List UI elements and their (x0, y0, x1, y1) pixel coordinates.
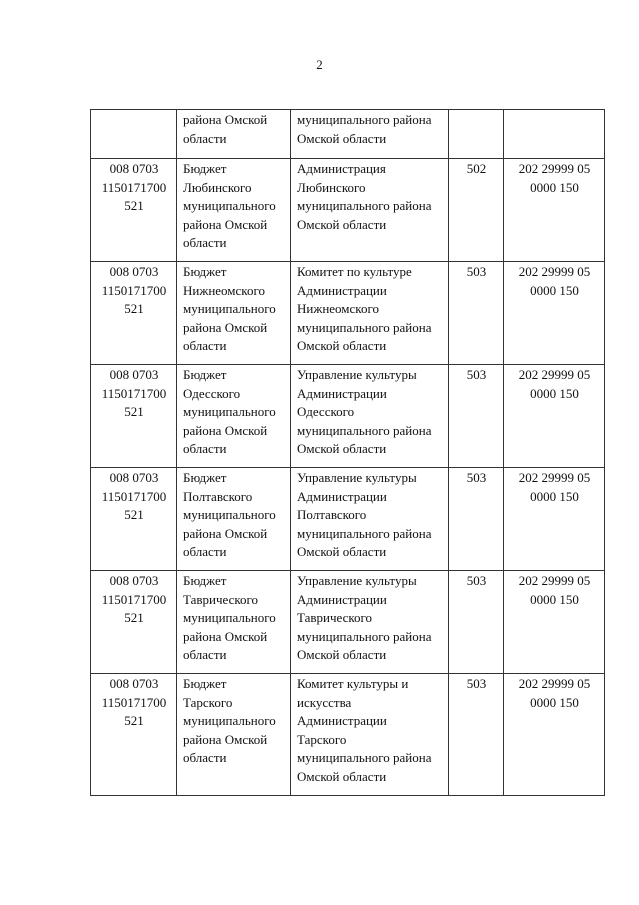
budget-line: Бюджет (183, 470, 227, 485)
cell-grbs (449, 468, 504, 571)
budget-line: области (183, 441, 227, 456)
admin-line: муниципального района (297, 750, 432, 765)
table-row (91, 674, 605, 796)
grbs-value: 503 (466, 573, 487, 588)
admin-line: Нижнеомского (297, 301, 379, 316)
code-line: 521 (124, 507, 144, 522)
budget-line: района Омской (183, 628, 268, 644)
kbk-line: 0000 150 (530, 385, 579, 401)
budget-line: Тарского (183, 694, 233, 710)
kbk-line: 0000 150 (530, 488, 579, 504)
budget-line: муниципального (183, 507, 276, 522)
code-line: 008 0703 (109, 367, 159, 382)
cell-budget (177, 262, 291, 365)
admin-line: Омской области (297, 768, 387, 784)
budget-line: района Омской (183, 731, 268, 747)
table-row (91, 365, 605, 468)
code-line: 008 0703 (109, 161, 159, 176)
cell-budget (177, 468, 291, 571)
budget-line: муниципального (183, 713, 276, 728)
cell-code (91, 110, 177, 159)
cell-budget (177, 110, 291, 159)
cell-code (91, 674, 177, 796)
kbk-line: 202 29999 05 (518, 367, 591, 382)
cell-kbk (504, 110, 605, 159)
cell-budget (177, 571, 291, 674)
table-row (91, 262, 605, 365)
admin-line: Управление культуры (297, 367, 417, 382)
cell-kbk (504, 468, 605, 571)
code-line: 521 (124, 713, 144, 728)
kbk-line: 0000 150 (530, 179, 579, 195)
budget-line: Бюджет (183, 367, 227, 382)
budget-line: области (183, 647, 227, 662)
budget-line: Бюджет (183, 161, 227, 176)
admin-line: муниципального района (297, 525, 432, 541)
cell-code (91, 365, 177, 468)
kbk-line: 202 29999 05 (518, 676, 591, 691)
admin-line: муниципального района (297, 319, 432, 335)
kbk-line: 0000 150 (530, 591, 579, 607)
admin-line: муниципального района (297, 422, 432, 438)
cell-grbs (449, 159, 504, 262)
budget-line: района Омской (183, 319, 268, 335)
kbk-line: 202 29999 05 (518, 161, 591, 176)
cell-grbs (449, 110, 504, 159)
admin-line: Одесского (297, 404, 355, 419)
cell-kbk (504, 571, 605, 674)
page-number: 2 (316, 57, 323, 72)
budget-line: района Омской (183, 422, 268, 438)
budget-line: района Омской (183, 112, 268, 127)
admin-line: Управление культуры (297, 573, 417, 588)
cell-code (91, 159, 177, 262)
cell-admin (291, 110, 449, 159)
cell-kbk (504, 159, 605, 262)
admin-line: Омской области (297, 130, 387, 146)
admin-line: Администрации (297, 713, 387, 728)
kbk-line: 202 29999 05 (518, 470, 591, 485)
cell-code (91, 571, 177, 674)
cell-admin (291, 571, 449, 674)
grbs-value: 503 (466, 367, 487, 382)
budget-line: области (183, 544, 227, 559)
budget-line: Нижнеомского (183, 282, 265, 298)
cell-admin (291, 159, 449, 262)
admin-line: Омской области (297, 441, 387, 456)
table-row-continuation (91, 110, 605, 159)
cell-code (91, 262, 177, 365)
code-line: 1150171700 (101, 179, 167, 195)
cell-budget (177, 365, 291, 468)
budget-line: муниципального (183, 404, 276, 419)
code-line: 1150171700 (101, 282, 167, 298)
admin-line: Администрации (297, 591, 387, 607)
kbk-line: 0000 150 (530, 694, 579, 710)
code-line: 521 (124, 301, 144, 316)
admin-line: Управление культуры (297, 470, 417, 485)
grbs-value: 503 (466, 264, 487, 279)
cell-grbs (449, 262, 504, 365)
cell-budget (177, 674, 291, 796)
admin-line: Комитет культуры и (297, 676, 409, 691)
admin-line: Тарского (297, 731, 347, 747)
admin-line: муниципального района (297, 198, 432, 213)
code-line: 008 0703 (109, 676, 159, 691)
budget-line: Полтавского (183, 488, 253, 504)
cell-kbk (504, 262, 605, 365)
admin-line: Таврического (297, 610, 373, 625)
budget-line: области (183, 235, 227, 250)
table-row (91, 159, 605, 262)
table-row (91, 571, 605, 674)
code-line: 1150171700 (101, 694, 167, 710)
budget-line: Любинского (183, 179, 252, 195)
cell-admin (291, 365, 449, 468)
admin-line: Администрации (297, 385, 387, 401)
budget-line: области (183, 130, 227, 146)
budget-line: Одесского (183, 385, 241, 401)
admin-line: Администрации (297, 282, 387, 298)
code-line: 521 (124, 610, 144, 625)
cell-grbs (449, 674, 504, 796)
table-body (91, 110, 605, 796)
grbs-value: 503 (466, 470, 487, 485)
code-line: 1150171700 (101, 488, 167, 504)
code-line: 008 0703 (109, 573, 159, 588)
cell-code (91, 468, 177, 571)
admin-line: муниципального района (297, 112, 432, 127)
grbs-value: 503 (466, 676, 487, 691)
code-line: 521 (124, 198, 144, 213)
admin-line: Комитет по культуре (297, 264, 412, 279)
budget-line: района Омской (183, 525, 268, 541)
budget-line: муниципального (183, 610, 276, 625)
kbk-line: 0000 150 (530, 282, 579, 298)
cell-grbs (449, 365, 504, 468)
budget-line: Бюджет (183, 264, 227, 279)
admin-line: Омской области (297, 216, 387, 232)
code-line: 1150171700 (101, 591, 167, 607)
budget-line: Таврического (183, 591, 259, 607)
budget-table (90, 109, 605, 796)
budget-line: района Омской (183, 216, 268, 232)
code-line: 008 0703 (109, 264, 159, 279)
budget-line: области (183, 750, 227, 765)
admin-line: Администрации (297, 488, 387, 504)
budget-line: области (183, 338, 227, 353)
cell-grbs (449, 571, 504, 674)
admin-line: Администрация (297, 161, 386, 176)
admin-line: Полтавского (297, 507, 367, 522)
code-line: 1150171700 (101, 385, 167, 401)
cell-kbk (504, 365, 605, 468)
cell-admin (291, 262, 449, 365)
cell-kbk (504, 674, 605, 796)
budget-line: Бюджет (183, 573, 227, 588)
budget-line: Бюджет (183, 676, 227, 691)
kbk-line: 202 29999 05 (518, 573, 591, 588)
admin-line: Омской области (297, 544, 387, 559)
budget-line: муниципального (183, 301, 276, 316)
cell-admin (291, 674, 449, 796)
cell-admin (291, 468, 449, 571)
admin-line: Омской области (297, 338, 387, 353)
admin-line: муниципального района (297, 628, 432, 644)
cell-budget (177, 159, 291, 262)
table-row (91, 468, 605, 571)
admin-line: Любинского (297, 179, 366, 195)
admin-line: искусства (297, 694, 352, 710)
budget-line: муниципального (183, 198, 276, 213)
code-line: 521 (124, 404, 144, 419)
admin-line: Омской области (297, 647, 387, 662)
kbk-line: 202 29999 05 (518, 264, 591, 279)
code-line: 008 0703 (109, 470, 159, 485)
grbs-value: 502 (466, 161, 487, 176)
